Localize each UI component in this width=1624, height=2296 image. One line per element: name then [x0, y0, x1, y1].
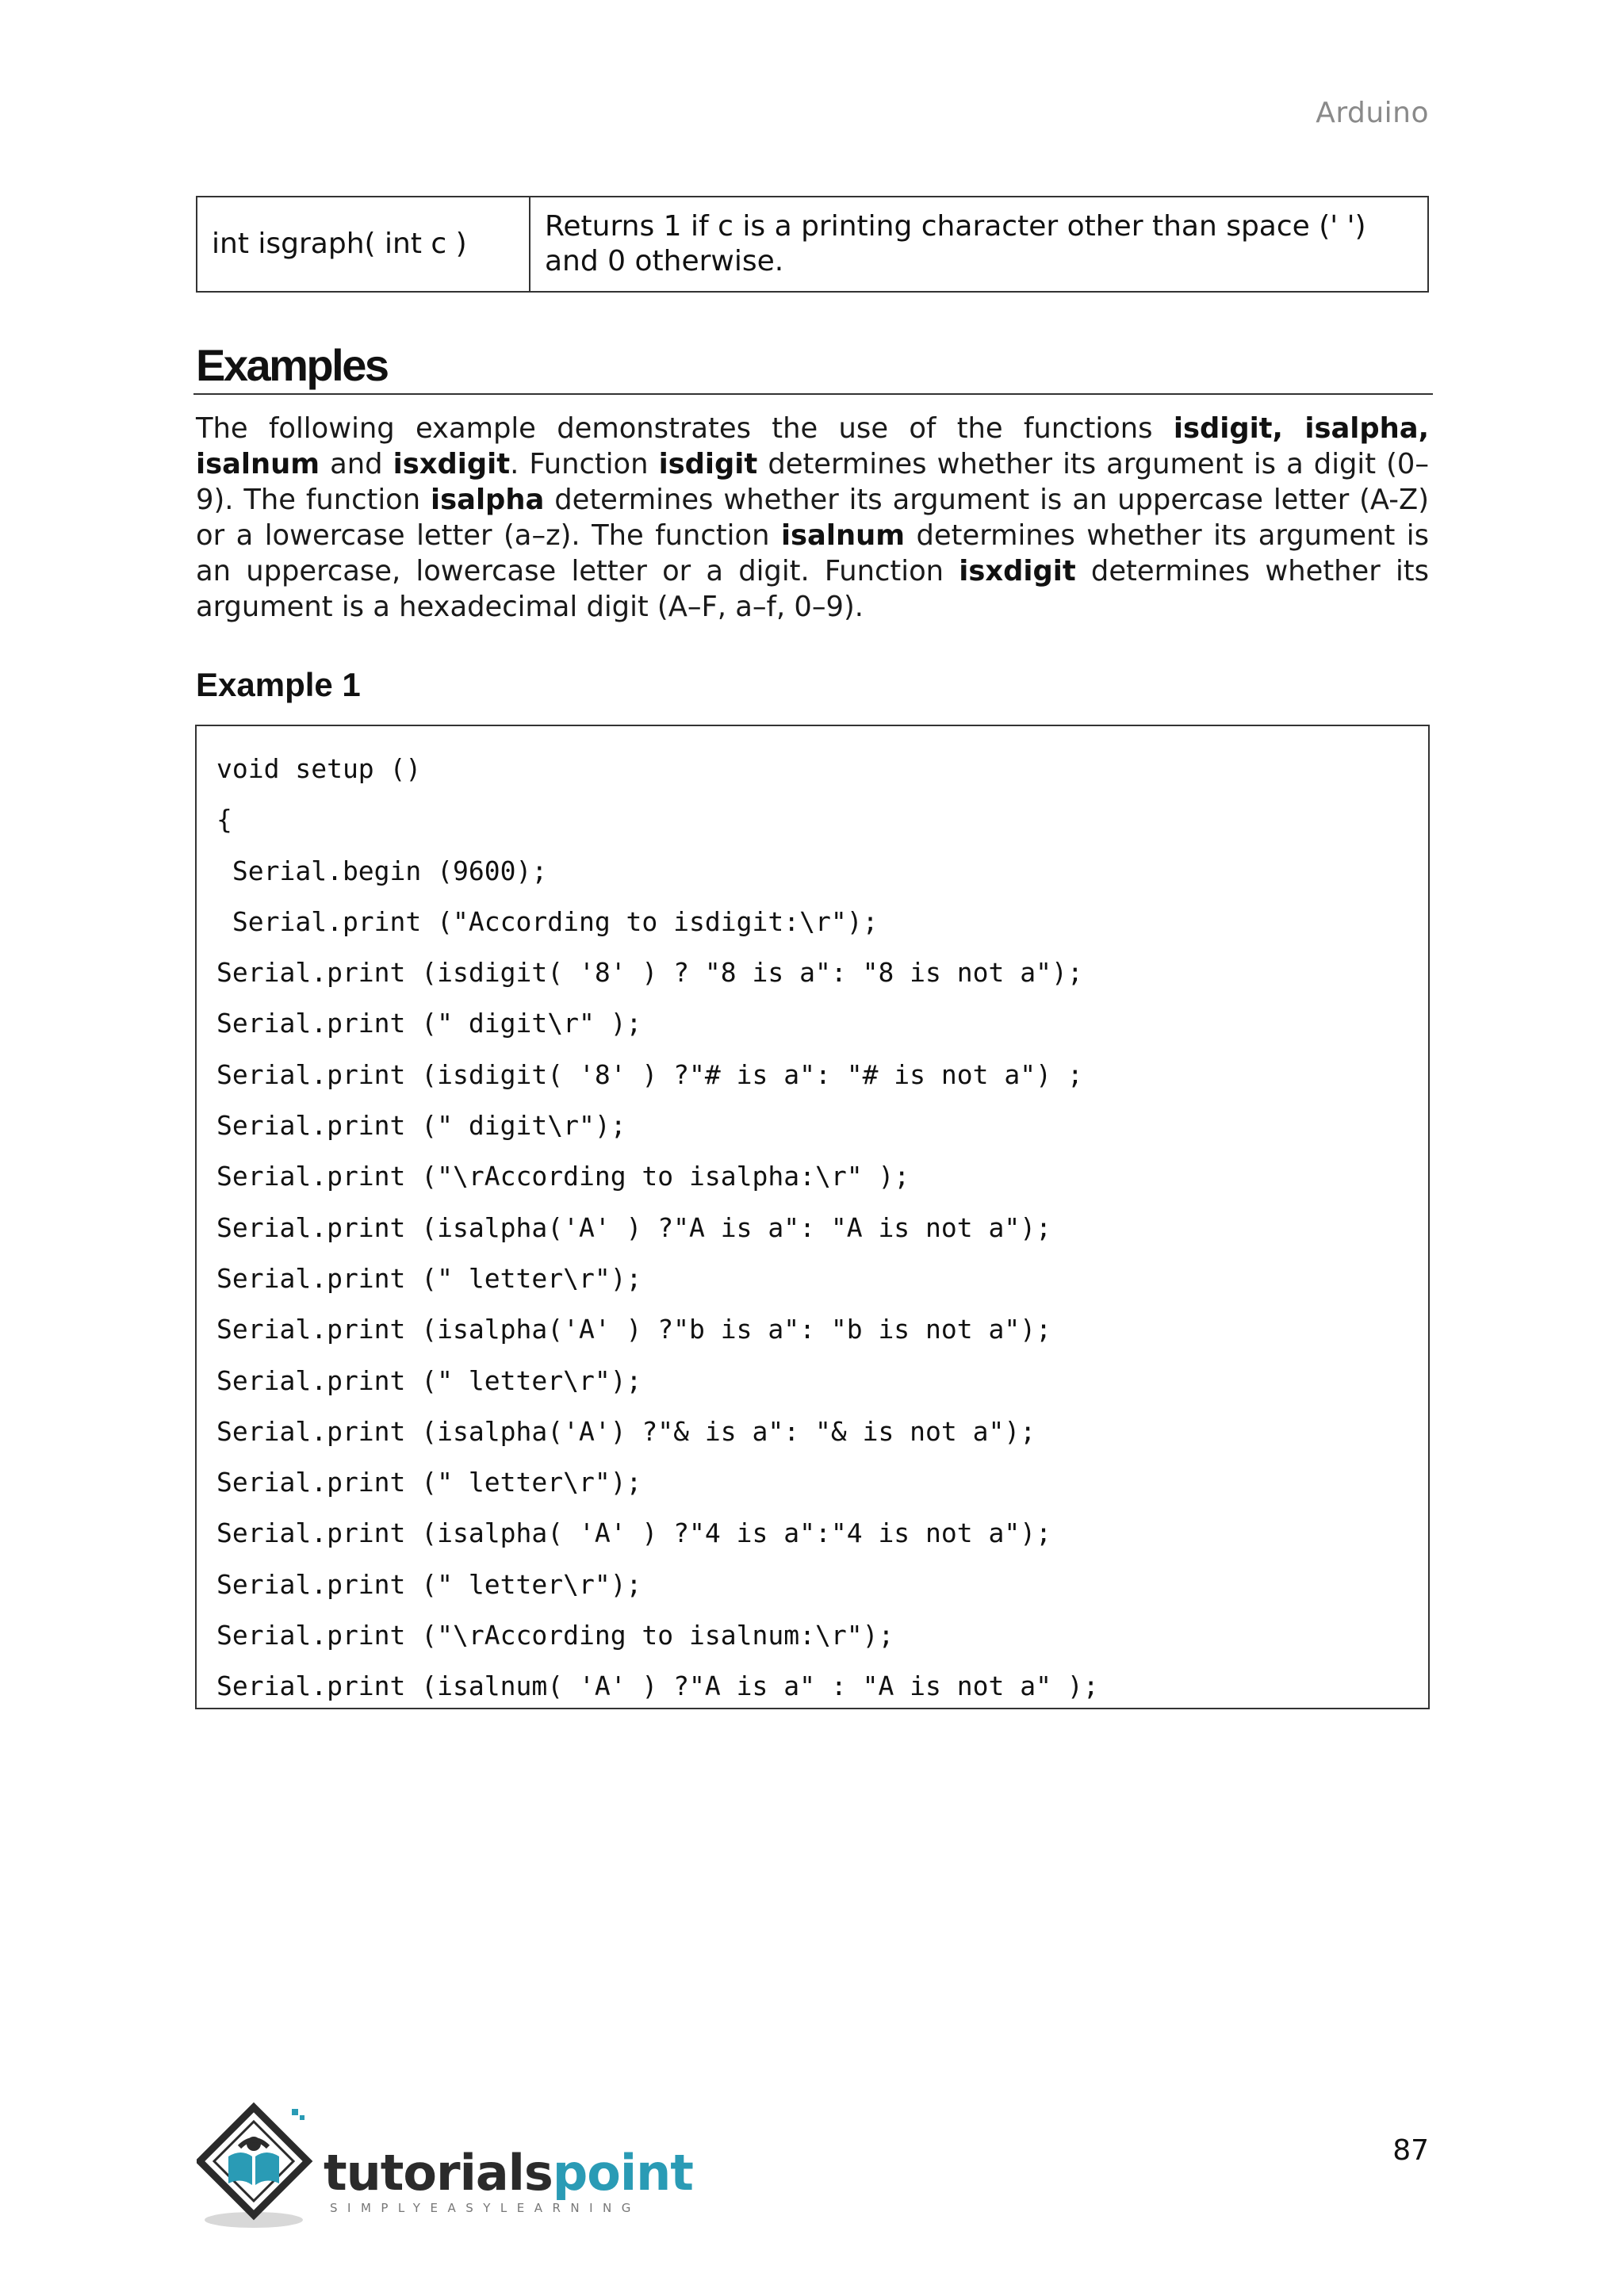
- code-line: Serial.print (isalpha('A') ?"& is a": "& is not a");: [216, 1415, 1036, 1447]
- intro-text: and: [320, 448, 393, 480]
- intro-keyword: isalpha: [431, 484, 545, 516]
- intro-keyword: isdigit, isalpha, isalnum: [196, 412, 1429, 480]
- intro-keyword: isxdigit: [393, 448, 511, 480]
- section-divider: [193, 393, 1433, 395]
- code-line: Serial.print (" digit\r");: [216, 1110, 626, 1142]
- page-number: 87: [1392, 2134, 1429, 2167]
- function-description: Returns 1 if c is a printing character other than space (' ') and 0 otherwise.: [530, 197, 1428, 292]
- code-lines: [216, 744, 1099, 1712]
- section-title: Examples: [196, 340, 388, 390]
- function-signature: int isgraph( int c ): [197, 197, 530, 292]
- code-line: Serial.print (" letter\r");: [216, 1467, 642, 1498]
- intro-text: determines whether its argument is an uppercase letter (A-Z) or a lowercase letter (a–z). The function: [196, 484, 1429, 552]
- intro-text: determines whether its argument is a hexadecimal digit (A–F, a–f, 0–9).: [196, 555, 1429, 623]
- code-line: Serial.print (isdigit( '8' ) ? "8 is a": "8 is not a");: [216, 957, 1083, 989]
- intro-paragraph: [196, 411, 1429, 625]
- intro-keyword: isxdigit: [959, 555, 1076, 587]
- example-title: Example 1: [196, 666, 361, 703]
- intro-text: . Function: [510, 448, 659, 480]
- code-line: Serial.print (isalpha('A' ) ?"b is a": "b is not a");: [216, 1314, 1051, 1345]
- intro-keyword: isalnum: [780, 519, 906, 552]
- logo-wordmark-part2: point: [552, 2144, 693, 2202]
- code-line: Serial.print ("\rAccording to isalpha:\r" );: [216, 1161, 910, 1192]
- code-block: [195, 725, 1430, 1709]
- code-line: Serial.print (" letter\r");: [216, 1364, 642, 1396]
- code-line: Serial.begin (9600);: [216, 855, 548, 886]
- logo-wordmark: [324, 2144, 693, 2202]
- code-line: void setup (): [216, 753, 422, 784]
- intro-text: determines whether its argument is a digit (0–9). The function: [196, 448, 1429, 516]
- table-row: [197, 197, 1428, 292]
- code-line: Serial.print ("\rAccording to isalnum:\r");: [216, 1620, 894, 1651]
- code-line: Serial.print (" letter\r");: [216, 1568, 642, 1600]
- code-line: Serial.print (isalnum( 'A' ) ?"A is a" : "A is not a" );: [216, 1670, 1099, 1702]
- intro-text: The following example demonstrates the use of the functions: [196, 412, 1174, 445]
- logo-tagline: SIMPLYEASYLEARNING: [330, 2201, 641, 2215]
- code-line: Serial.print (isalpha('A' ) ?"A is a": "A is not a");: [216, 1211, 1051, 1243]
- running-header: Arduino: [1316, 97, 1429, 129]
- tutorialspoint-logo: [197, 2101, 693, 2236]
- function-table: [196, 196, 1429, 293]
- code-line: Serial.print (" digit\r" );: [216, 1008, 642, 1039]
- intro-keyword: isdigit: [658, 448, 758, 480]
- code-line: {: [216, 804, 232, 836]
- code-line: Serial.print (isdigit( '8' ) ?"# is a": "# is not a") ;: [216, 1058, 1083, 1090]
- code-line: Serial.print (" letter\r");: [216, 1262, 642, 1294]
- code-line: Serial.print ("According to isdigit:\r");: [216, 905, 879, 937]
- logo-wordmark-part1: tutorials: [324, 2144, 553, 2202]
- tutorialspoint-logo-icon: [197, 2101, 316, 2236]
- code-line: Serial.print (isalpha( 'A' ) ?"4 is a":"4 is not a");: [216, 1517, 1051, 1549]
- intro-text: determines whether its argument is an uppercase, lowercase letter or a digit. Function: [196, 519, 1429, 587]
